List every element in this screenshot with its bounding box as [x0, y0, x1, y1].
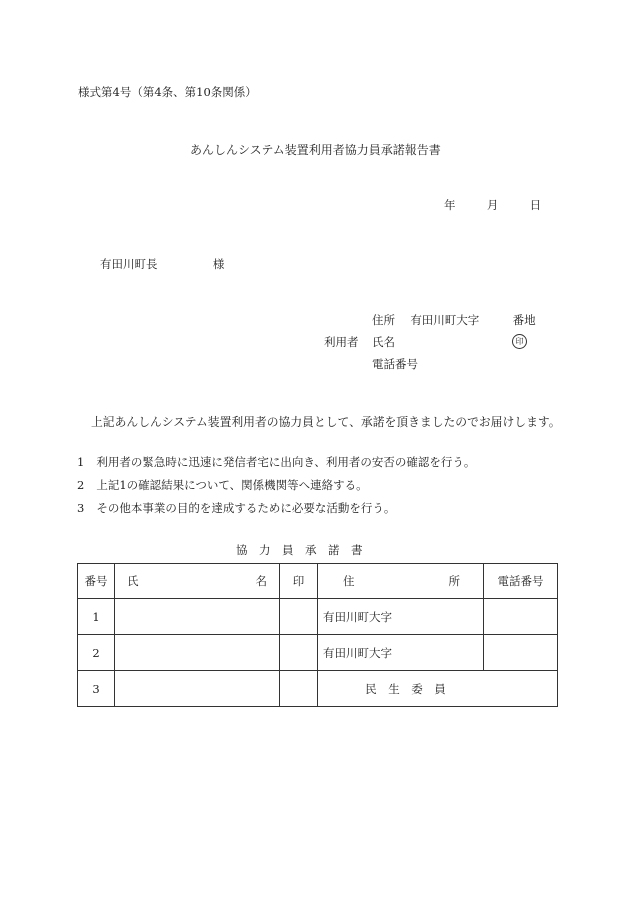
duty-text: その他本事業の目的を達成するために必要な活動を行う。 — [96, 501, 396, 515]
seal-mark — [512, 333, 527, 349]
header-name — [115, 564, 280, 599]
table-caption: 協 力 員 承 諾 書 — [236, 543, 363, 557]
row-address: 有田川町大字 — [323, 609, 392, 624]
user-phone-label: 電話番号 — [372, 357, 418, 371]
table-row — [78, 599, 558, 635]
row-address-cell[interactable] — [318, 635, 484, 671]
header-address-left: 住 — [343, 574, 355, 588]
date-year: 年 — [444, 198, 456, 212]
header-name-left: 氏 — [127, 574, 139, 588]
duty-text: 利用者の緊急時に迅速に発信者宅に出向き、利用者の安否の確認を行う。 — [96, 455, 476, 469]
duty-item — [77, 454, 475, 470]
body-text: 上記あんしんシステム装置利用者の協力員として、承諾を頂きましたのでお届けします。 — [91, 415, 561, 429]
addressee-name: 有田川町長 — [100, 257, 158, 271]
duty-text: 上記1の確認結果について、関係機関等へ連絡する。 — [96, 478, 368, 492]
user-address-label: 住所 — [372, 313, 395, 327]
header-phone: 電話番号 — [484, 564, 558, 599]
minsei-iin-label: 民 生 委 員 — [365, 681, 446, 696]
user-label: 利用者 — [324, 335, 359, 349]
row-seal-cell[interactable] — [280, 599, 318, 635]
table-row — [78, 635, 558, 671]
row-address: 有田川町大字 — [323, 645, 392, 660]
user-address-suffix: 番地 — [512, 313, 536, 327]
date-month: 月 — [486, 198, 499, 212]
row-address-cell[interactable] — [318, 599, 484, 635]
header-address — [318, 564, 484, 599]
row-merged-cell — [318, 671, 558, 707]
volunteer-table — [77, 563, 558, 707]
addressee-honorific: 様 — [212, 257, 225, 271]
row-seal-cell[interactable] — [280, 671, 318, 707]
header-name-right: 名 — [255, 574, 267, 588]
table-row — [78, 671, 558, 707]
row-name-cell[interactable] — [115, 599, 280, 635]
row-number: 2 — [78, 635, 115, 671]
duty-number: 3 — [77, 501, 85, 515]
user-address-line — [372, 312, 536, 328]
form-number: 様式第4号（第4条、第10条関係） — [78, 85, 257, 99]
duty-number: 2 — [77, 478, 85, 492]
user-name-label: 氏名 — [372, 335, 395, 349]
duty-item — [77, 500, 395, 516]
row-name-cell[interactable] — [115, 671, 280, 707]
table-header-row — [78, 564, 558, 599]
user-address-value: 有田川町大字 — [410, 313, 480, 327]
row-phone-cell[interactable] — [484, 599, 558, 635]
document-title: あんしんシステム装置利用者協力員承諾報告書 — [190, 143, 441, 157]
row-number: 1 — [78, 599, 115, 635]
header-seal: 印 — [280, 564, 318, 599]
seal-icon: 印 — [512, 334, 527, 349]
header-address-right: 所 — [448, 574, 460, 588]
row-phone-cell[interactable] — [484, 635, 558, 671]
row-seal-cell[interactable] — [280, 635, 318, 671]
header-number: 番号 — [78, 564, 115, 599]
row-number: 3 — [78, 671, 115, 707]
row-name-cell[interactable] — [115, 635, 280, 671]
duty-item — [77, 477, 368, 493]
date-day: 日 — [529, 198, 542, 212]
duty-number: 1 — [77, 455, 85, 469]
date-line — [444, 197, 541, 213]
addressee — [100, 256, 224, 272]
